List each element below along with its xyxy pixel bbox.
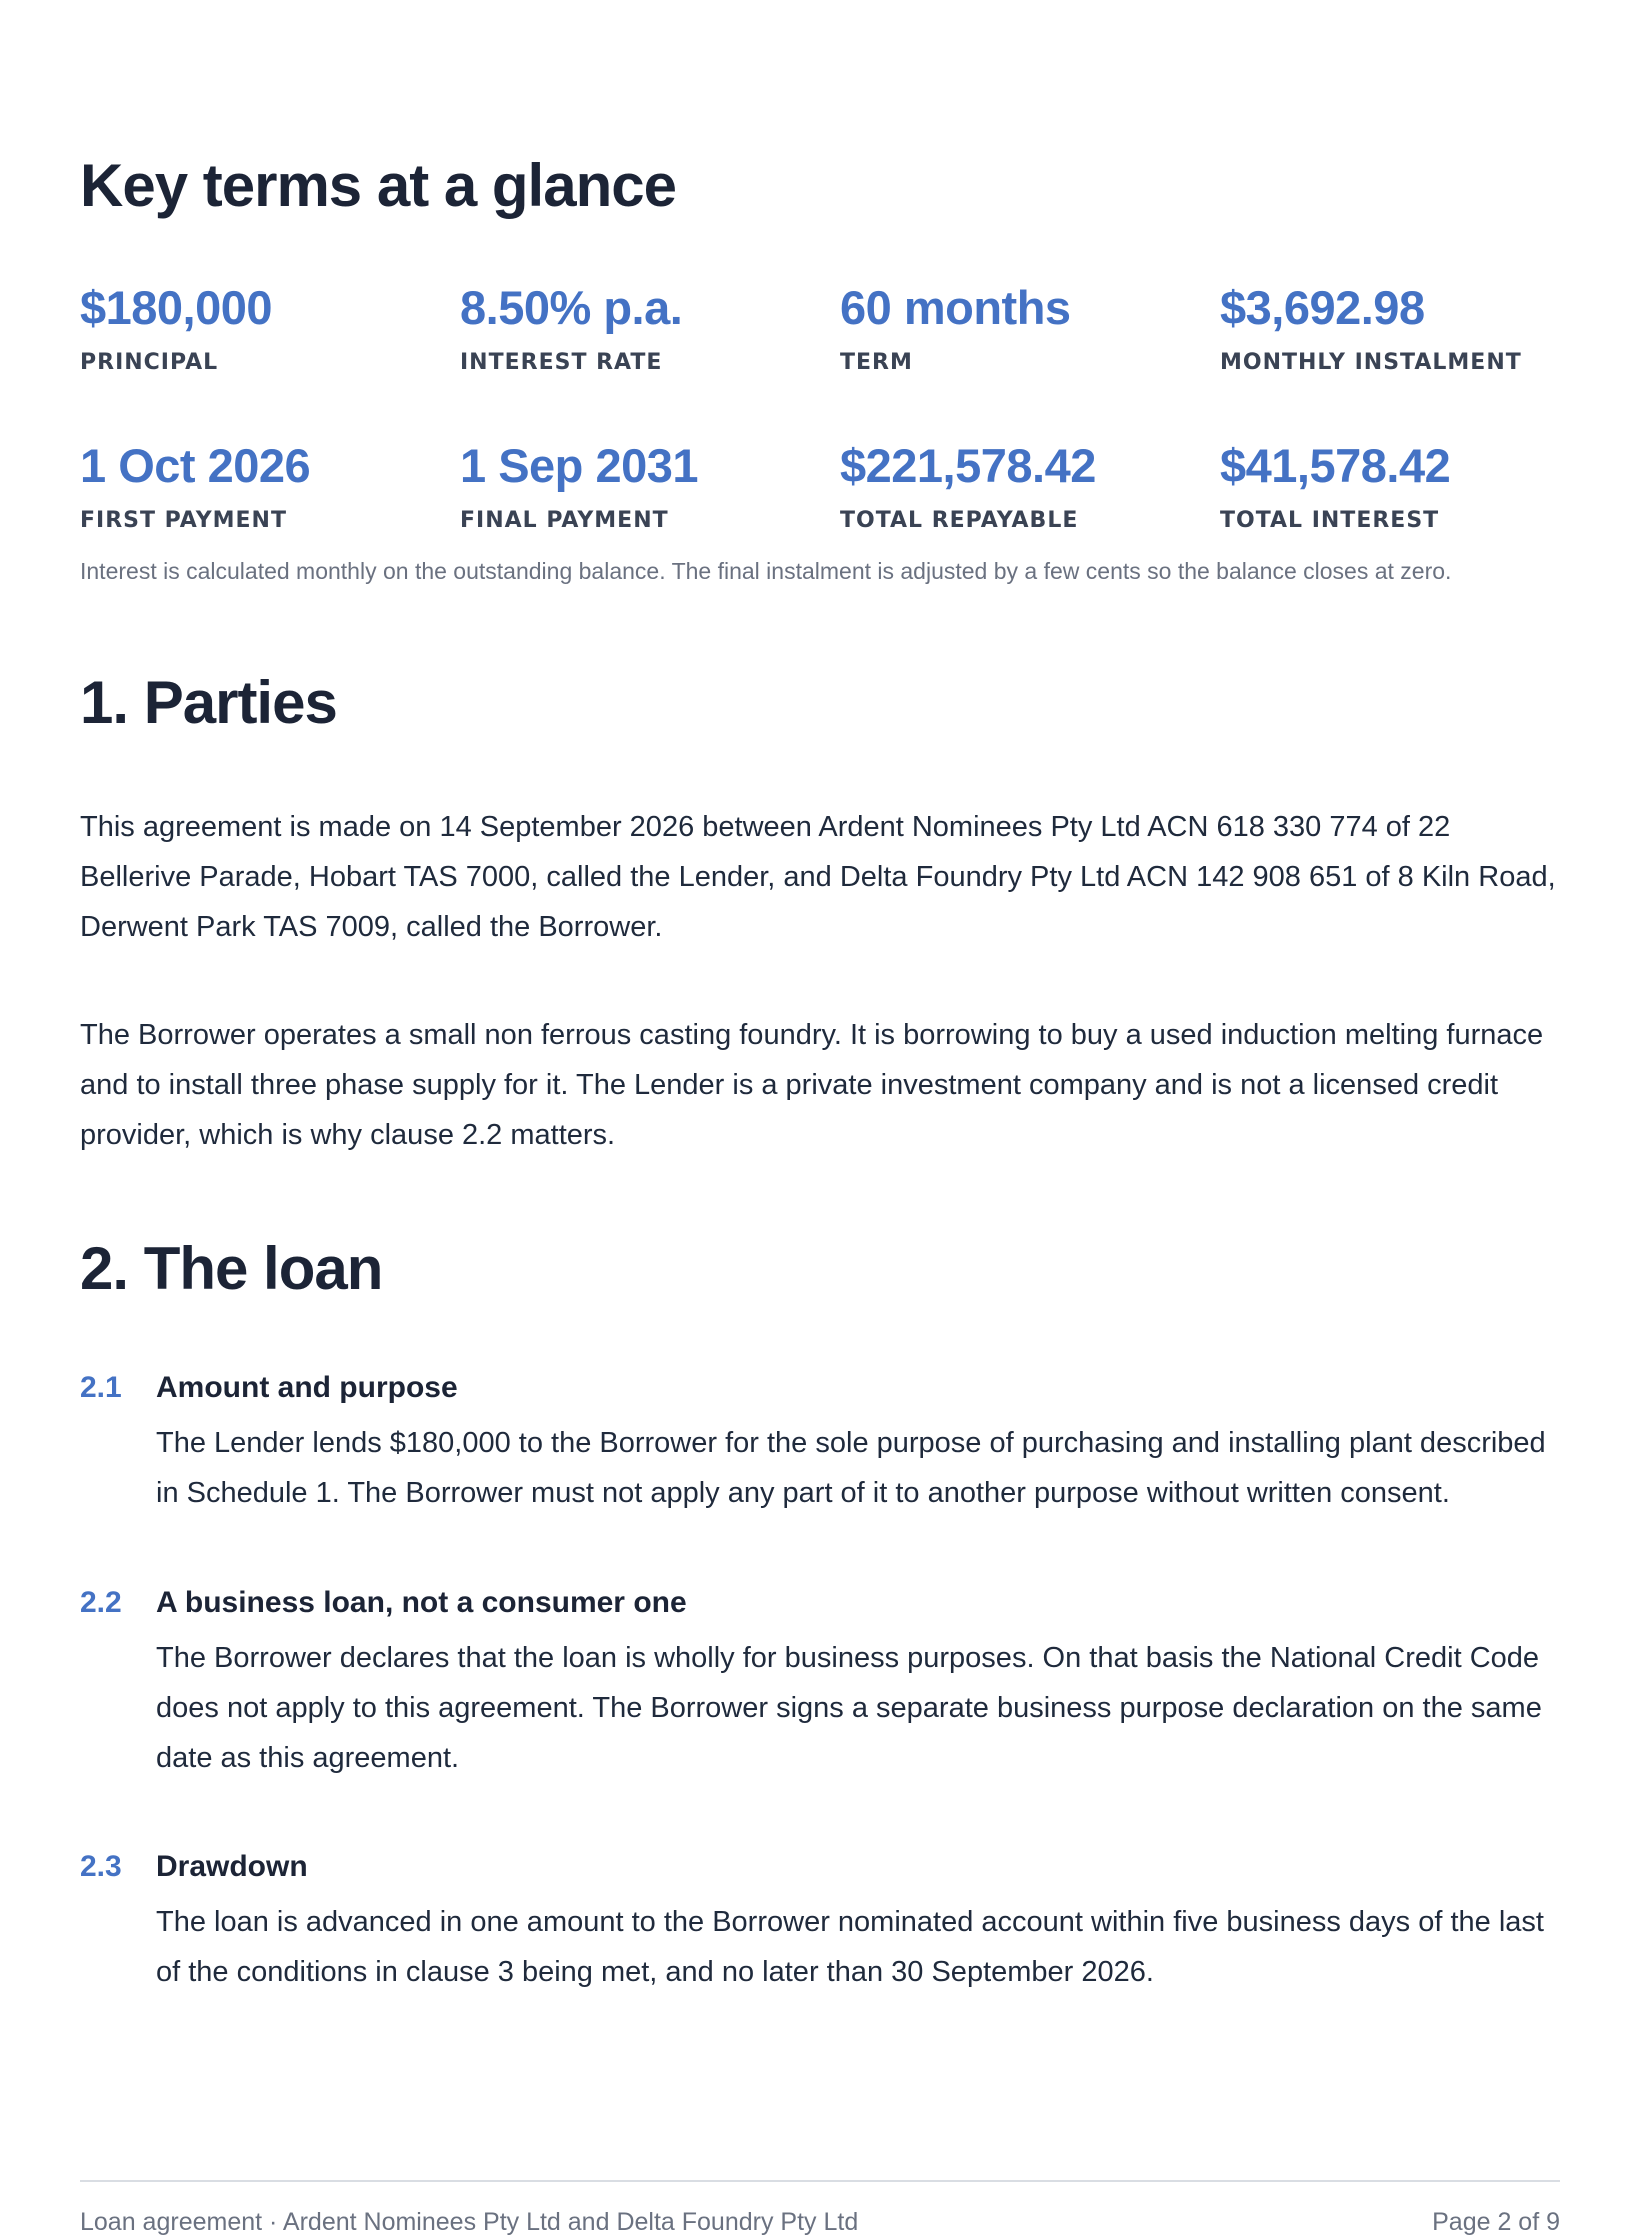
footer-document-title: Loan agreement · Ardent Nominees Pty Ltd and Delta Foundry Pty Ltd (80, 2208, 859, 2236)
key-terms-grid (80, 278, 1600, 594)
key-term-value: $3,692.98 (1220, 281, 1425, 334)
document-page (80, 0, 1560, 2240)
footer-page-number: Page 2 of 9 (1432, 2208, 1560, 2236)
key-term-value: 1 Sep 2031 (460, 439, 699, 492)
key-term-label: TOTAL INTEREST (1220, 508, 1440, 533)
key-term-label: PRINCIPAL (80, 350, 219, 375)
key-term-label: TOTAL REPAYABLE (840, 508, 1079, 533)
key-term-value: 1 Oct 2026 (80, 439, 311, 492)
key-term-label: TERM (840, 350, 913, 375)
key-term-value: $180,000 (80, 281, 273, 334)
key-term-label: MONTHLY INSTALMENT (1220, 350, 1522, 375)
key-term-label: INTEREST RATE (460, 350, 663, 375)
key-term-value: $221,578.42 (840, 439, 1096, 492)
parties-paragraph: The Borrower operates a small non ferrous casting foundry. It is borrowing to buy a used induction melting furnace and to install three phase supply for it. The Lender is a private investment company and is not a licensed credit provider, which is why clause 2.2 matters. (80, 1019, 1544, 1151)
section-heading-parties: 1. Parties (80, 669, 337, 736)
key-terms-note: Interest is calculated monthly on the outstanding balance. The final instalment is adjusted by a few cents so the balance closes at zero. (80, 558, 1452, 584)
section-heading-the-loan: 2. The loan (80, 1235, 383, 1302)
key-term-label: FINAL PAYMENT (460, 508, 669, 533)
footer-divider (80, 2180, 1560, 2182)
clause-body: The Borrower declares that the loan is wholly for business purposes. On that basis the National Credit Code does not apply to this agreement. The Borrower signs a separate business purpose declaration on the same date as this agreement. (156, 1642, 1542, 1774)
clause-number: 2.3 (80, 1850, 122, 1883)
clause-title: Drawdown (156, 1850, 308, 1883)
clause-title: A business loan, not a consumer one (156, 1586, 687, 1619)
key-term-term (840, 278, 1220, 436)
clause-title: Amount and purpose (156, 1371, 458, 1404)
clause-number: 2.2 (80, 1586, 122, 1619)
key-term-value: $41,578.42 (1220, 439, 1451, 492)
key-term-value: 8.50% p.a. (460, 281, 683, 334)
key-term-principal (80, 278, 460, 436)
key-term-value: 60 months (840, 281, 1071, 334)
clause-body: The loan is advanced in one amount to the Borrower nominated account within five business days of the last of the conditions in clause 3 being met, and no later than 30 September 2026. (156, 1906, 1544, 1988)
key-term-label: FIRST PAYMENT (80, 508, 287, 533)
clause-number: 2.1 (80, 1371, 122, 1404)
clause-body: The Lender lends $180,000 to the Borrower for the sole purpose of purchasing and installing plant described in Schedule 1. The Borrower must not apply any part of it to another purpose without written consent. (156, 1427, 1546, 1509)
key-term-monthly-instalment (1220, 278, 1600, 436)
key-term-interest-rate (460, 278, 840, 436)
parties-paragraph: This agreement is made on 14 September 2026 between Ardent Nominees Pty Ltd ACN 618 330 774 of 22 Bellerive Parade, Hobart TAS 7000, called the Lender, and Delta Foundry Pty Ltd ACN 142 908 651 of 8 Kiln Road, Derwent Park TAS 7009, called the Borrower. (80, 811, 1556, 943)
key-terms-title: Key terms at a glance (80, 152, 676, 219)
